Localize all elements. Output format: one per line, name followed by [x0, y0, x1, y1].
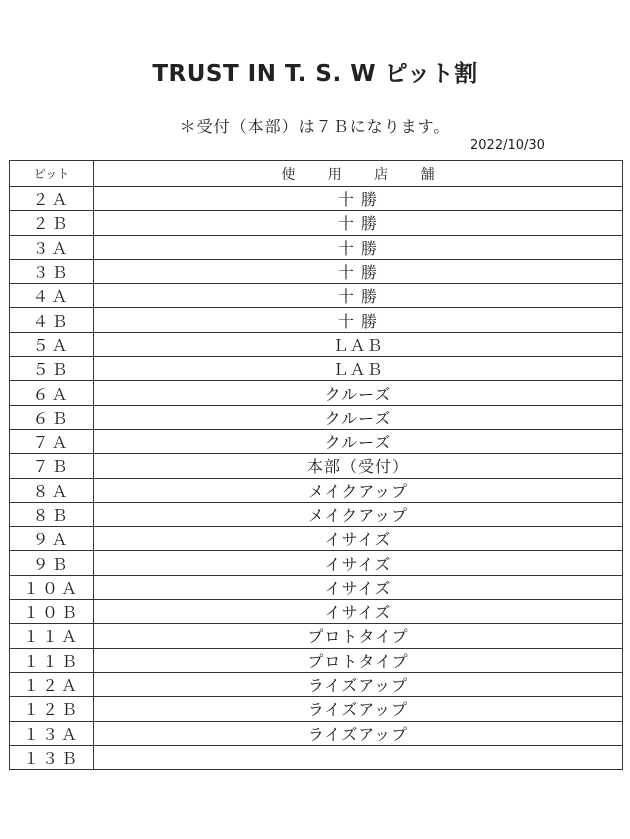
pit-assignment-table — [9, 160, 623, 770]
table-row — [10, 527, 623, 551]
shop-name-cell: ＬＡＢ — [94, 332, 623, 356]
table-row — [10, 381, 623, 405]
table-header-row — [10, 161, 623, 187]
pit-number-cell: ７Ａ — [10, 429, 94, 453]
shop-name-cell: ライズアップ — [94, 697, 623, 721]
shop-name-cell: プロトタイプ — [94, 648, 623, 672]
shop-name-cell — [94, 745, 623, 769]
shop-name-cell: メイクアップ — [94, 478, 623, 502]
table-row — [10, 672, 623, 696]
pit-number-cell: １０Ｂ — [10, 600, 94, 624]
pit-number-cell: ８Ｂ — [10, 502, 94, 526]
table-row — [10, 259, 623, 283]
table-body — [10, 187, 623, 770]
shop-name-cell: クルーズ — [94, 381, 623, 405]
shop-name-cell: 十 勝 — [94, 187, 623, 211]
table-row — [10, 648, 623, 672]
pit-number-cell: ３Ｂ — [10, 259, 94, 283]
pit-number-cell: ５Ｂ — [10, 357, 94, 381]
shop-name-cell: プロトタイプ — [94, 624, 623, 648]
pit-number-cell: １３Ａ — [10, 721, 94, 745]
table-row — [10, 721, 623, 745]
table-row — [10, 211, 623, 235]
table-row — [10, 187, 623, 211]
shop-name-cell: イサイズ — [94, 527, 623, 551]
table-row — [10, 478, 623, 502]
table-row — [10, 332, 623, 356]
table-row — [10, 405, 623, 429]
table-row — [10, 357, 623, 381]
pit-number-cell: ５Ａ — [10, 332, 94, 356]
pit-number-cell: １１Ａ — [10, 624, 94, 648]
shop-name-cell: クルーズ — [94, 429, 623, 453]
shop-name-cell: クルーズ — [94, 405, 623, 429]
pit-number-cell: ９Ａ — [10, 527, 94, 551]
pit-number-cell: １２Ａ — [10, 672, 94, 696]
document-title: TRUST IN T. S. W ピット割 — [152, 61, 478, 87]
column-header-pit: ピット — [10, 161, 94, 187]
pit-number-cell: ３Ａ — [10, 235, 94, 259]
document-date: 2022/10/30 — [470, 138, 545, 153]
table-row — [10, 575, 623, 599]
table-row — [10, 308, 623, 332]
column-header-shop: 使 用 店 舗 — [94, 161, 623, 187]
shop-name-cell: ライズアップ — [94, 672, 623, 696]
pit-number-cell: ９Ｂ — [10, 551, 94, 575]
table-row — [10, 454, 623, 478]
table-row — [10, 502, 623, 526]
table-row — [10, 745, 623, 769]
table-row — [10, 600, 623, 624]
shop-name-cell: 十 勝 — [94, 211, 623, 235]
pit-number-cell: １２Ｂ — [10, 697, 94, 721]
shop-name-cell: 十 勝 — [94, 284, 623, 308]
table-row — [10, 551, 623, 575]
shop-name-cell: イサイズ — [94, 575, 623, 599]
pit-number-cell: ６Ａ — [10, 381, 94, 405]
table-row — [10, 284, 623, 308]
pit-number-cell: １３Ｂ — [10, 745, 94, 769]
pit-number-cell: ２Ａ — [10, 187, 94, 211]
pit-number-cell: ６Ｂ — [10, 405, 94, 429]
table-row — [10, 429, 623, 453]
pit-number-cell: １１Ｂ — [10, 648, 94, 672]
shop-name-cell: 十 勝 — [94, 235, 623, 259]
reception-note: ＊受付（本部）は７Ｂになります。 — [179, 117, 451, 136]
shop-name-cell: 十 勝 — [94, 259, 623, 283]
table-row — [10, 235, 623, 259]
shop-name-cell: 本部（受付） — [94, 454, 623, 478]
table-row — [10, 624, 623, 648]
pit-number-cell: １０Ａ — [10, 575, 94, 599]
shop-name-cell: イサイズ — [94, 551, 623, 575]
shop-name-cell: イサイズ — [94, 600, 623, 624]
table-row — [10, 697, 623, 721]
shop-name-cell: ライズアップ — [94, 721, 623, 745]
shop-name-cell: メイクアップ — [94, 502, 623, 526]
pit-number-cell: ４Ａ — [10, 284, 94, 308]
pit-number-cell: ８Ａ — [10, 478, 94, 502]
pit-number-cell: ２Ｂ — [10, 211, 94, 235]
shop-name-cell: 十 勝 — [94, 308, 623, 332]
pit-number-cell: ７Ｂ — [10, 454, 94, 478]
shop-name-cell: ＬＡＢ — [94, 357, 623, 381]
pit-number-cell: ４Ｂ — [10, 308, 94, 332]
